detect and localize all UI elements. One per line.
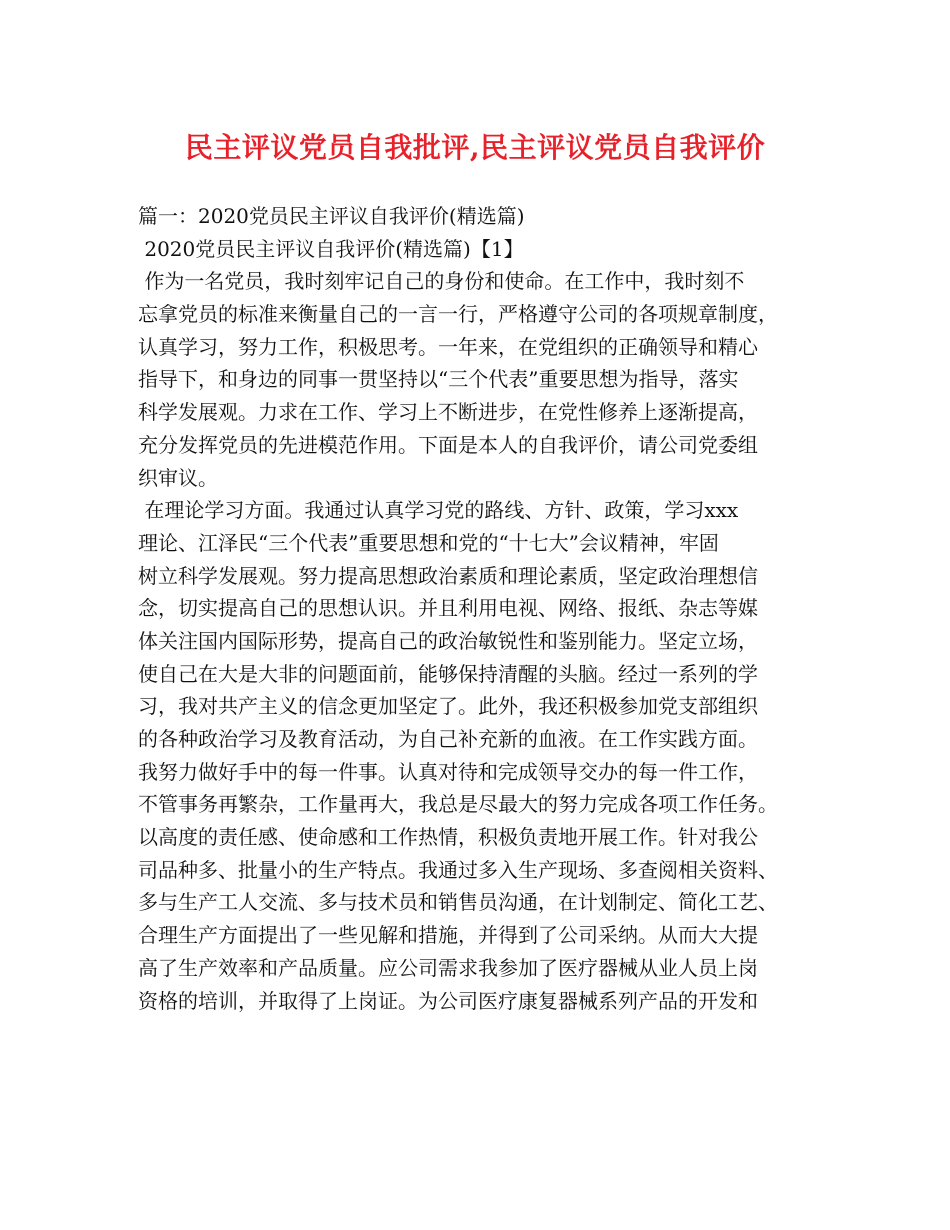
document-title: 民主评议党员自我批评,民主评议党员自我评价 xyxy=(184,131,766,164)
paragraph-line: 合理生产方面提出了一些见解和措施，并得到了公司采纳。从而大大提 xyxy=(138,923,758,948)
paragraph-line: 以高度的责任感、使命感和工作热情，积极负责地开展工作。针对我公 xyxy=(138,825,758,850)
paragraph-line: 2020党员民主评议自我评价(精选篇)【1】 xyxy=(138,236,524,261)
document-body xyxy=(138,200,838,1017)
paragraph-line: 习，我对共产主义的信念更加坚定了。此外，我还积极参加党支部组织 xyxy=(138,694,758,719)
paragraph-line: 念，切实提高自己的思想认识。并且利用电视、网络、报纸、杂志等媒 xyxy=(138,596,758,621)
paragraph-line: 多与生产工人交流、多与技术员和销售员沟通，在计划制定、简化工艺、 xyxy=(138,890,778,915)
paragraph-line: 资格的培训，并取得了上岗证。为公司医疗康复器械系列产品的开发和 xyxy=(138,988,758,1013)
paragraph-line: 不管事务再繁杂，工作量再大，我总是尽最大的努力完成各项工作任务。 xyxy=(138,792,778,817)
paragraph-line: 理论、江泽民“三个代表”重要思想和党的“十七大”会议精神，牢固 xyxy=(138,530,719,555)
paragraph-line: 高了生产效率和产品质量。应公司需求我参加了医疗器械从业人员上岗 xyxy=(138,955,758,980)
paragraph-line: 作为一名党员，我时刻牢记自己的身份和使命。在工作中，我时刻不 xyxy=(138,269,745,294)
paragraph-line: 使自己在大是大非的问题面前，能够保持清醒的头脑。经过一系列的学 xyxy=(138,661,758,686)
paragraph-line: 充分发挥党员的先进模范作用。下面是本人的自我评价，请公司党委组 xyxy=(138,432,758,457)
paragraph-line: 我努力做好手中的每一件事。认真对待和完成领导交办的每一件工作， xyxy=(138,759,758,784)
paragraph-line: 忘拿党员的标准来衡量自己的一言一行，严格遵守公司的各项规章制度， xyxy=(138,302,778,327)
paragraph-line: 司品种多、批量小的生产特点。我通过多入生产现场、多查阅相关资料、 xyxy=(138,857,778,882)
paragraph-line: 指导下，和身边的同事一贯坚持以“三个代表”重要思想为指导，落实 xyxy=(138,367,739,392)
paragraph-line: 的各种政治学习及教育活动，为自己补充新的血液。在工作实践方面。 xyxy=(138,727,758,751)
paragraph-line: 在理论学习方面。我通过认真学习党的路线、方针、政策，学习xxx xyxy=(138,498,739,523)
paragraph-line: 树立科学发展观。努力提高思想政治素质和理论素质，坚定政治理想信 xyxy=(138,563,758,588)
paragraph-line: 篇一：2020党员民主评议自我评价(精选篇) xyxy=(138,204,525,228)
paragraph-line: 科学发展观。力求在工作、学习上不断进步，在党性修养上逐渐提高， xyxy=(138,400,758,425)
paragraph-line: 织审议。 xyxy=(138,465,218,490)
paragraph-line: 认真学习，努力工作，积极思考。一年来，在党组织的正确领导和精心 xyxy=(138,334,758,359)
paragraph-line: 体关注国内国际形势，提高自己的政治敏锐性和鉴别能力。坚定立场， xyxy=(138,628,758,653)
